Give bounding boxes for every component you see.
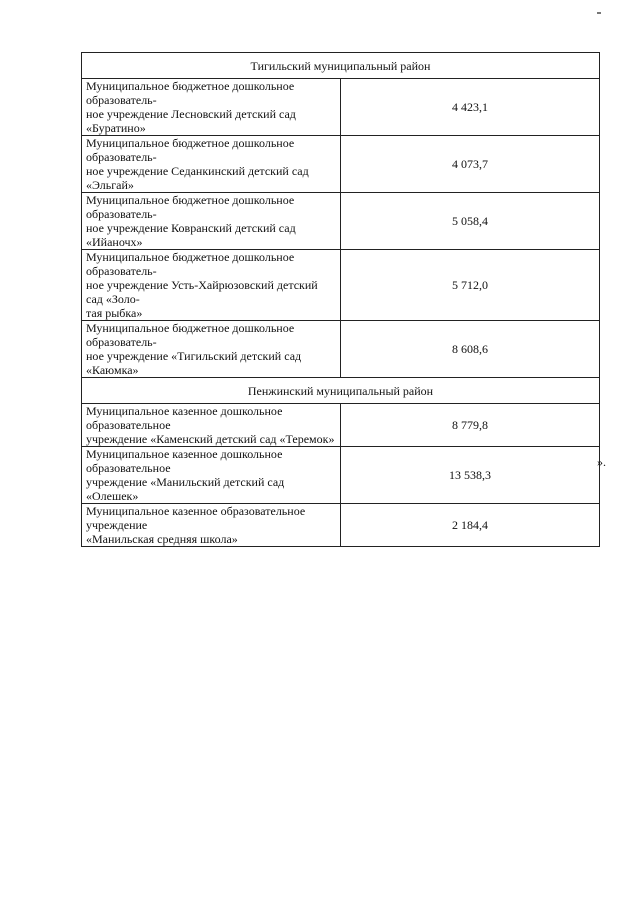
section-title: Тигильский муниципальный район (82, 53, 600, 79)
amount-cell: 5 058,4 (341, 193, 600, 250)
amount-cell: 4 073,7 (341, 136, 600, 193)
amount-cell: 8 779,8 (341, 404, 600, 447)
table-row (82, 136, 600, 193)
amount-cell: 13 538,3 (341, 447, 600, 504)
institution-name-line: учреждение «Манильский детский сад «Олешек» (86, 475, 285, 503)
institution-name-line: Муниципальное бюджетное дошкольное образователь- (86, 79, 295, 107)
amount-cell: 4 423,1 (341, 79, 600, 136)
section-header-row (82, 378, 600, 404)
institution-name-line: тая рыбка» (86, 306, 143, 320)
table-row (82, 79, 600, 136)
section-header-row (82, 53, 600, 79)
institution-name-line: ное учреждение Лесновский детский сад «Буратино» (86, 107, 296, 135)
institution-name-cell (82, 136, 341, 193)
institution-name-line: Муниципальное бюджетное дошкольное образователь- (86, 136, 295, 164)
institution-name-line: Муниципальное казенное образовательное учреждение (86, 504, 306, 532)
institution-name-line: ное учреждение «Тигильский детский сад «Каюмка» (86, 349, 302, 377)
institution-name-line: Муниципальное бюджетное дошкольное образователь- (86, 193, 295, 221)
institution-name-cell (82, 404, 341, 447)
institution-name-line: «Манильская средняя школа» (86, 532, 238, 546)
institution-name-line: ное учреждение Седанкинский детский сад «Эльгай» (86, 164, 309, 192)
section-title: Пенжинский муниципальный район (82, 378, 600, 404)
table-row (82, 404, 600, 447)
institution-name-line: Муниципальное казенное дошкольное образовательное (86, 447, 283, 475)
institution-name-cell (82, 321, 341, 378)
institution-name-cell (82, 79, 341, 136)
institution-name-line: ное учреждение Усть-Хайрюзовский детский сад «Золо- (86, 278, 318, 306)
amount-cell: 2 184,4 (341, 504, 600, 547)
institution-name-line: Муниципальное бюджетное дошкольное образователь- (86, 321, 295, 349)
table-row (82, 504, 600, 547)
institution-name-cell (82, 250, 341, 321)
table-row (82, 193, 600, 250)
institution-name-line: Муниципальное казенное дошкольное образовательное (86, 404, 283, 432)
institution-name-line: учреждение «Каменский детский сад «Теремок» (86, 432, 335, 446)
table-row (82, 447, 600, 504)
institution-name-line: Муниципальное бюджетное дошкольное образователь- (86, 250, 295, 278)
closing-quote-mark: ». (597, 455, 606, 469)
table-row (82, 250, 600, 321)
institution-name-cell (82, 447, 341, 504)
budget-allocation-table (81, 52, 600, 547)
institution-name-cell (82, 504, 341, 547)
page-corner-mark (597, 12, 601, 14)
amount-cell: 5 712,0 (341, 250, 600, 321)
institution-name-line: ное учреждение Ковранский детский сад «Ийаночх» (86, 221, 296, 249)
amount-cell: 8 608,6 (341, 321, 600, 378)
table-row (82, 321, 600, 378)
institution-name-cell (82, 193, 341, 250)
